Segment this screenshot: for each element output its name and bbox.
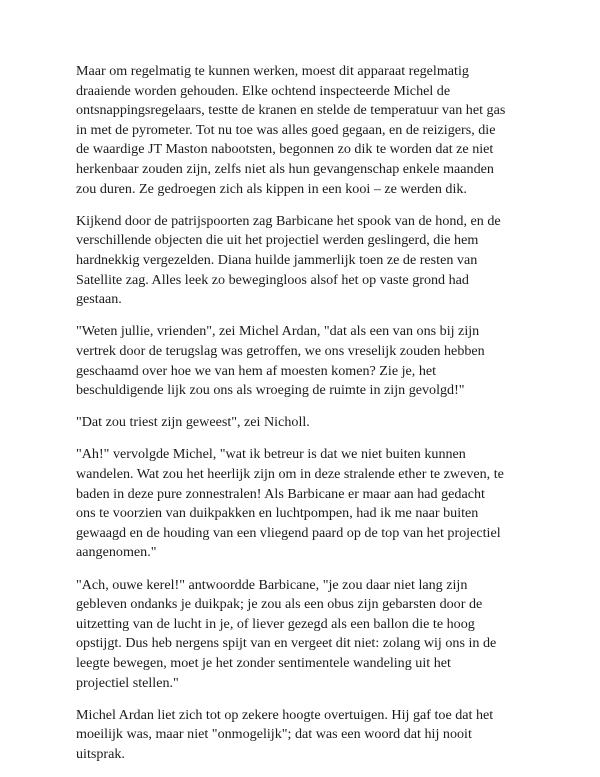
paragraph-5: "Ah!" vervolgde Michel, "wat ik betreur is dat we niet buiten kunnen wandelen. Wat zou het heerlijk zijn om in deze stralende ether te zweven, te baden in deze pure zonnestralen! Als Barbicane er maar aan had gedacht ons te voorzien van duikpakken en luchtpompen, had ik me naar buiten gewaagd en de houding van een vliegend paard op de top van het projectiel aangenomen." [76,446,504,561]
paragraph-1: Maar om regelmatig te kunnen werken, moest dit apparaat regelmatig draaiende worden gehouden. Elke ochtend inspecteerde Michel de ontsnappingsregelaars, testte de kranen en stelde de temperatuur van het gas in met de pyrometer. Tot nu toe was alles goed gegaan, en de reizigers, die de waardige JT Maston nabootsten, begonnen zo dik te worden dat ze niet herkenbaar zouden zijn, zelfs niet als hun gevangenschap enkele maanden zou duren. Ze gedroegen zich als kippen in een kooi – ze werden dik. [76,63,506,197]
paragraph-3: "Weten jullie, vrienden", zei Michel Ardan, "dat als een van ons bij zijn vertrek door de terugslag was getroffen, we ons vreselijk zouden hebben geschaamd over hoe we van hem af moesten komen? Zie je, het beschuldigende lijk zou ons als wroeging de ruimte in zijn gevolgd!" [76,323,485,399]
paragraph-7: Michel Ardan liet zich tot op zekere hoogte overtuigen. Hij gaf toe dat het moeilijk was, maar niet "onmogelijk"; dat was een woord dat hij nooit uitsprak. [76,706,494,762]
paragraph-2: Kijkend door de patrijspoorten zag Barbicane het spook van de hond, en de verschillende objecten die uit het projectiel werden geslingerd, die hem hardnekkig vergezelden. Diana huilde jammerlijk toen ze de resten van Satellite zag. Alles leek zo bewegingloos alsof het op vaste grond had gestaan. [76,212,501,308]
paragraph-4: "Dat zou triest zijn geweest", zei Nicholl. [76,414,310,431]
document-page [76,62,536,777]
paragraph-6: "Ach, ouwe kerel!" antwoordde Barbicane, "je zou daar niet lang zijn gebleven ondanks je duikpak; je zou als een obus zijn gebarsten door de uitzetting van de lucht in je, of liever gezegd als een ballon die te hoog opstijgt. Dus heb nergens spijt van en vergeet dit niet: zolang wij ons in de leegte bewegen, moet je het zonder sentimentele wandeling uit het projectiel stellen." [76,576,497,691]
